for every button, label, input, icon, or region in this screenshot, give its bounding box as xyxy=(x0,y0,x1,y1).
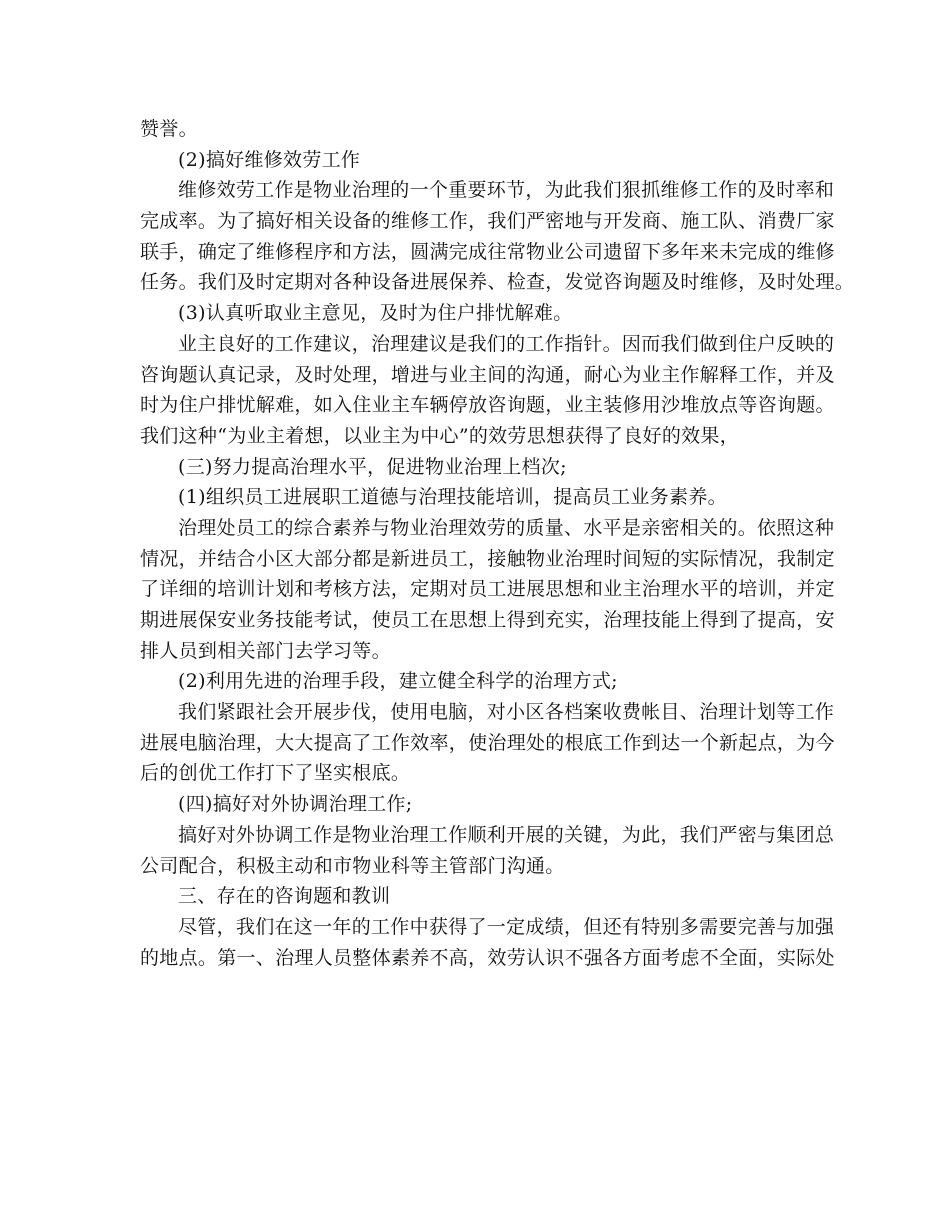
text-line: 治理处员工的综合素养与物业治理效劳的质量、水平是亲密相关的。依照这种 xyxy=(178,516,835,539)
text-line: 尽管，我们在这一年的工作中获得了一定成绩，但还有特别多需要完善与加强 xyxy=(178,915,835,938)
text-line: 时为住户排忧解难，如入住业主车辆停放咨询题，业主装修用沙堆放点等咨询题。 xyxy=(140,394,835,417)
text-line: 赞誉。 xyxy=(140,118,198,140)
text-line: 维修效劳工作是物业治理的一个重要环节，为此我们狠抓维修工作的及时率和 xyxy=(178,179,835,202)
text-line: (3)认真听取业主意见，及时为住户排忧解难。 xyxy=(178,302,573,325)
text-line: 情况，并结合小区大部分都是新进员工，接触物业治理时间短的实际情况，我制定 xyxy=(140,547,835,570)
text-line: 进展电脑治理，大大提高了工作效率，使治理处的根底工作到达一个新起点，为今 xyxy=(140,731,835,754)
text-line: 的地点。第一、治理人员整体素养不高，效劳认识不强各方面考虑不全面，实际处 xyxy=(140,946,835,969)
text-line: 公司配合，积极主动和市物业科等主管部门沟通。 xyxy=(140,854,565,877)
text-line: 我们这种“为业主着想，以业主为中心”的效劳思想获得了良好的效果， xyxy=(140,424,740,447)
text-line: (四)搞好对外协调治理工作; xyxy=(178,793,413,816)
text-line: 排人员到相关部门去学习等。 xyxy=(140,639,391,662)
text-line: (2)搞好维修效劳工作 xyxy=(178,148,361,171)
text-line: 业主良好的工作建议，治理建议是我们的工作指针。因而我们做到住户反映的 xyxy=(178,332,835,355)
text-line: 咨询题认真记录，及时处理，增进与业主间的沟通，耐心为业主作解释工作，并及 xyxy=(140,363,835,386)
text-line: 了详细的培训计划和考核方法，定期对员工进展思想和业主治理水平的培训，并定 xyxy=(140,578,835,601)
text-line: 期进展保安业务技能考试，使员工在思想上得到充实，治理技能上得到了提高，安 xyxy=(140,609,835,631)
text-line: 我们紧跟社会开展步伐，使用电脑，对小区各档案收费帐目、治理计划等工作 xyxy=(178,701,835,724)
document-body xyxy=(140,114,855,973)
text-line: 三、存在的咨询题和教训 xyxy=(178,885,391,908)
text-line: 任务。我们及时定期对各种设备进展保养、检查，发觉咨询题及时维修，及时处理。 xyxy=(140,271,855,294)
text-line: (1)组织员工进展职工道德与治理技能培训，提高员工业务素养。 xyxy=(178,486,727,509)
text-line: (三)努力提高治理水平，促进物业治理上档次; xyxy=(178,455,567,478)
text-line: 完成率。为了搞好相关设备的维修工作，我们严密地与开发商、施工队、消费厂家 xyxy=(140,210,835,233)
text-line: 后的创优工作打下了坚实根底。 xyxy=(140,762,411,785)
text-line: 联手，确定了维修程序和方法，圆满完成往常物业公司遗留下多年来未完成的维修 xyxy=(140,240,835,263)
text-line: 搞好对外协调工作是物业治理工作顺利开展的关键，为此，我们严密与集团总 xyxy=(178,823,835,846)
text-line: (2)利用先进的治理手段，建立健全科学的治理方式; xyxy=(178,670,618,693)
